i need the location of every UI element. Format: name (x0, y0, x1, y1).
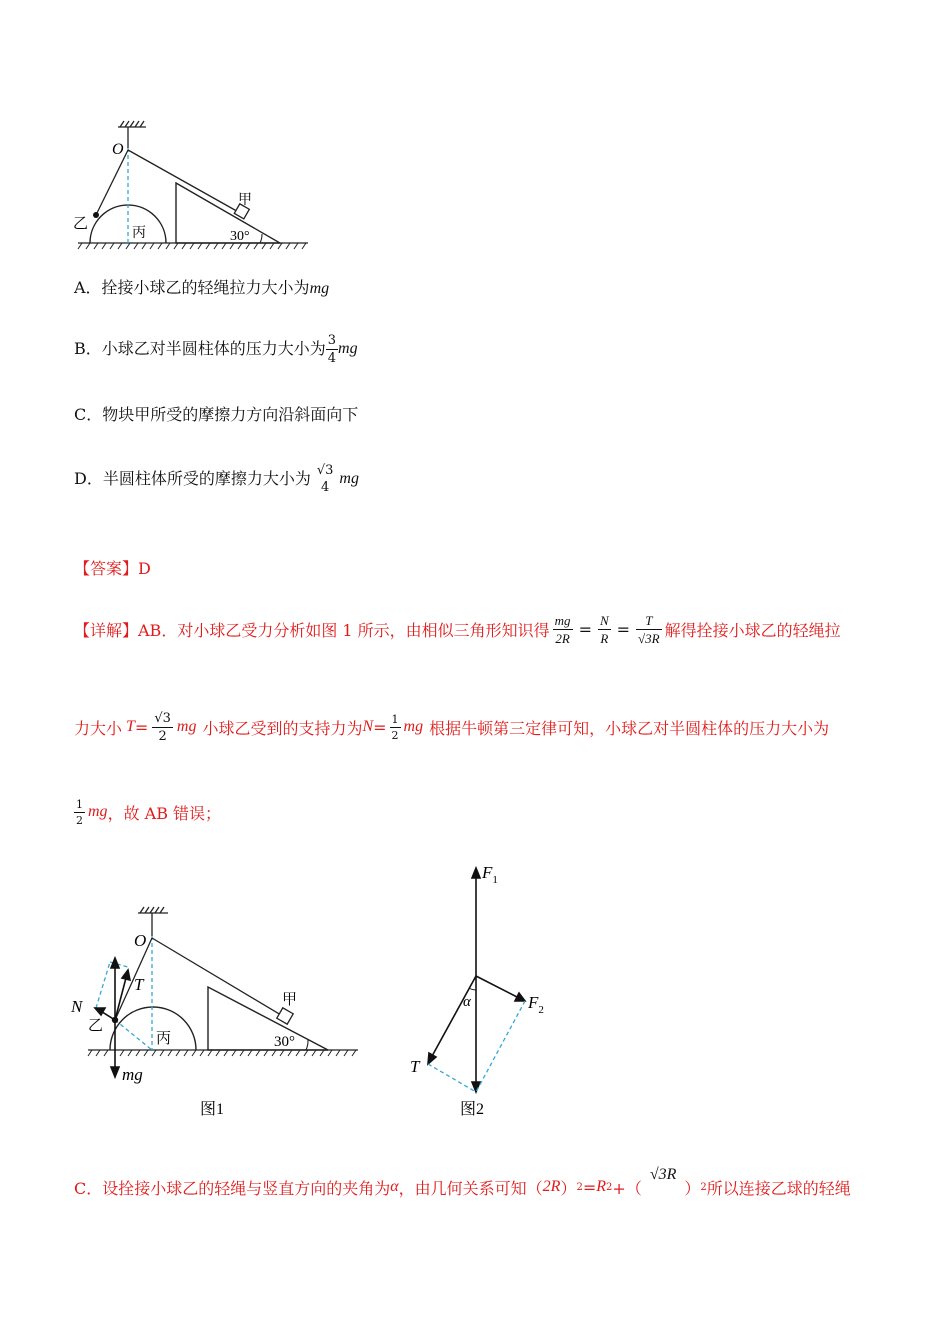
label-o: O (112, 141, 124, 158)
option-b-math: mg (338, 340, 358, 357)
rope-jia (128, 150, 242, 214)
part-c-mid2: ） (560, 1178, 577, 1198)
option-b-text: B．小球乙对半圆柱体的压力大小为 (74, 339, 326, 358)
detail-eq1: = (578, 619, 592, 639)
fig2-label-f1: $F_1$ (482, 863, 498, 886)
detail-line2-tnum: √3 (154, 710, 171, 726)
detail-line2-t: T (126, 718, 135, 735)
fig1-caption: 图1 (200, 1101, 225, 1118)
fig2-alpha-arc (469, 988, 476, 990)
detail-eq2: = (616, 619, 631, 639)
part-c-sq1: 2 (576, 1181, 583, 1193)
fig2-label-alpha: α (463, 994, 471, 1010)
label-jia: 甲 (238, 193, 252, 208)
detail-frac1-den: 2R (555, 630, 570, 646)
option-d-math: mg (339, 470, 359, 487)
detail-line2-tfrac (152, 712, 173, 743)
option-a (74, 278, 329, 299)
detail-line1-suffix: 解得拴接小球乙的轻绳拉 (664, 620, 841, 640)
answer (74, 556, 151, 579)
ground (78, 243, 308, 249)
fig1-label-angle: 30° (274, 1034, 295, 1050)
fig1-angle-arc (306, 1040, 308, 1050)
option-d-num: √3 (316, 463, 334, 478)
detail-line2-mg: mg (176, 718, 197, 735)
option-a-math: mg (309, 280, 330, 297)
detail-line2-nfrac (390, 714, 401, 741)
figure-2 (400, 860, 570, 1125)
fig1-label-n: N (71, 997, 83, 1016)
option-d-den: 4 (320, 480, 330, 495)
fig1-label-bing: 丙 (156, 1031, 172, 1047)
detail-line2-tden: 2 (158, 728, 167, 744)
detail-line2-eq2: = (373, 717, 387, 737)
answer-label: 【答案】D (74, 559, 151, 578)
part-c-2r: 2R (542, 1178, 561, 1195)
part-c-plus: +（ (612, 1178, 642, 1198)
option-c (74, 405, 358, 425)
part-c-close: ） (684, 1178, 701, 1198)
option-c-text: C．物块甲所受的摩擦力方向沿斜面向下 (74, 405, 359, 424)
fig1-label-o: O (134, 931, 147, 950)
detail-line3-mg: mg (88, 803, 108, 820)
option-d-fraction (315, 464, 336, 494)
fig1-half-cylinder (110, 1007, 196, 1050)
fig1-label-yi: 乙 (88, 1018, 104, 1034)
detail-line-2 (74, 700, 829, 754)
fig2-vectors (428, 868, 525, 1092)
fig1-ground (88, 1050, 358, 1056)
wedge (176, 183, 280, 243)
option-d (74, 455, 359, 503)
part-c-r: R (596, 1178, 607, 1195)
fig1-label-jia: 甲 (282, 992, 298, 1008)
part-c-suffix: 所以连接乙球的轻绳 (706, 1178, 851, 1198)
part-c-sq3: 2 (700, 1181, 707, 1193)
detail-line2-nden: 2 (391, 728, 399, 742)
option-b-num: 3 (327, 332, 337, 348)
label-angle: 30° (230, 229, 250, 244)
label-bing: 丙 (132, 226, 146, 241)
ball-yi (93, 212, 99, 218)
detail-frac3-num: T (636, 614, 662, 630)
fig2-label-f2: $F_2$ (528, 993, 544, 1016)
option-d-text: D．半圆柱体所受的摩擦力大小为 (74, 469, 311, 488)
part-c-alpha: α (390, 1178, 399, 1195)
fig1-wedge (208, 987, 328, 1050)
detail-line2-nnum: 1 (391, 712, 399, 726)
label-yi: 乙 (73, 216, 89, 232)
detail-line2-a: 力大小 (74, 718, 123, 738)
option-b-fraction (326, 334, 338, 365)
option-b-den: 4 (327, 350, 337, 366)
fig1-rope-jia (152, 938, 286, 1018)
detail-line3-num: 1 (76, 797, 83, 811)
detail-frac2-den: R (600, 630, 609, 646)
fig2-caption: 图2 (460, 1101, 485, 1118)
detail-frac3-den: √3R (638, 630, 660, 646)
fig1-label-t: T (134, 975, 144, 994)
figure-top (70, 118, 320, 253)
detail-frac1 (553, 614, 573, 645)
angle-arc (260, 234, 262, 243)
detail-line3-frac (74, 799, 85, 826)
detail-frac3 (636, 614, 662, 645)
detail-line3-text: ，故 AB 错误； (107, 803, 222, 823)
detail-line2-mg2: mg (403, 718, 424, 735)
figure-1 (66, 900, 366, 1125)
detail-frac1-num: mg (554, 612, 571, 628)
detail-frac2-num: N (599, 612, 609, 628)
option-b (74, 327, 358, 371)
detail-line2-eq: = (134, 717, 149, 737)
detail-line-3 (74, 790, 221, 834)
detail-line3-den: 2 (76, 813, 83, 827)
part-c-sqrt3r: √3R (649, 1166, 677, 1183)
half-cylinder (90, 205, 166, 243)
fig1-block-jia (277, 1008, 293, 1024)
fig1-label-mg: mg (122, 1065, 143, 1084)
part-c-line (74, 1165, 851, 1209)
part-c-mid: ，由几何关系可知（ (398, 1178, 543, 1198)
detail-line2-b: 小球乙受到的支持力为 (202, 718, 363, 738)
part-c-sq2: 2 (606, 1181, 613, 1193)
detail-frac2 (598, 614, 611, 645)
fig1-ball-yi (112, 1017, 118, 1023)
detail-line2-n: N (362, 718, 374, 735)
detail-line1-prefix: 【详解】AB．对小球乙受力分析如图 1 所示，由相似三角形知识得 (74, 620, 550, 640)
part-c-eq: = (582, 1177, 597, 1197)
detail-line-1 (74, 604, 841, 654)
option-a-text: A．拴接小球乙的轻绳拉力大小为 (74, 278, 310, 297)
detail-line2-c: 根据牛顿第三定律可知，小球乙对半圆柱体的压力大小为 (429, 718, 830, 738)
fig2-label-t: T (410, 1057, 420, 1076)
part-c-prefix: C．设拴接小球乙的轻绳与竖直方向的夹角为 (74, 1178, 391, 1198)
